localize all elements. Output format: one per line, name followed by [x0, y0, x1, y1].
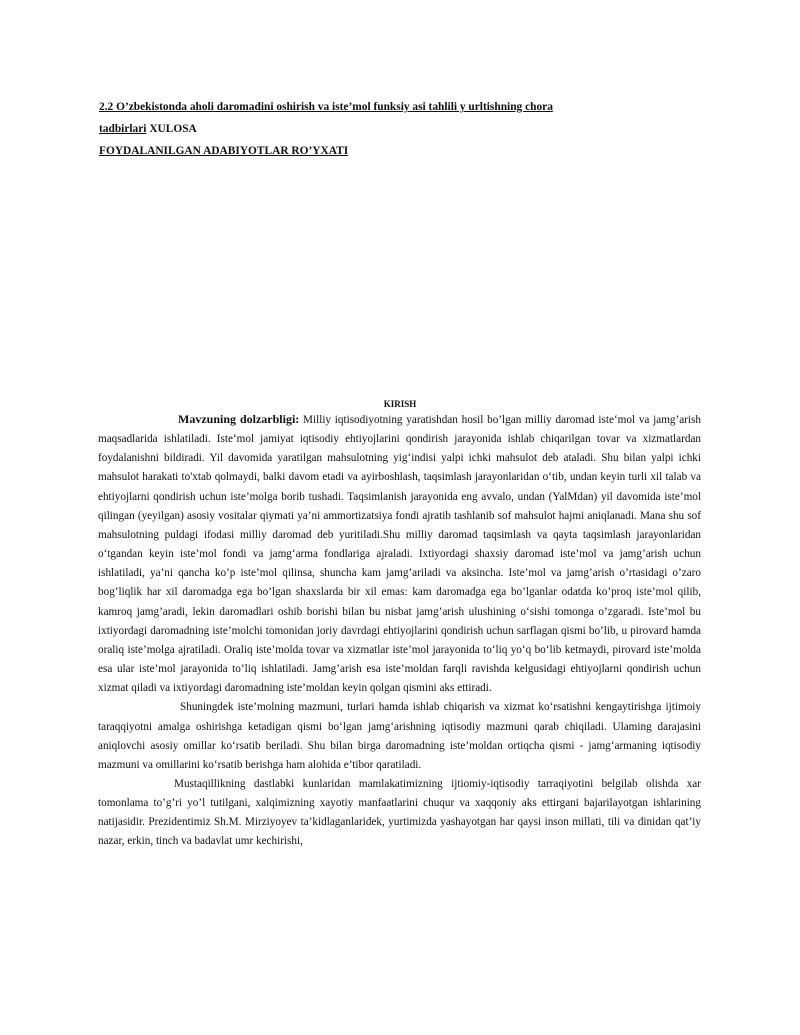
toc-entry-tadbirlari[interactable]: tadbirlari: [99, 123, 147, 135]
paragraph-3: Mustaqillikning dastlabki kunlaridan mamlakatimizning ijtiomiy-iqtisodiy tarraqiyotini belgilab olishda xar tomonlama to’g’ri yo’l tutilgani, xalqimizning xayotiy manfaatlarini chuqur va xaqqoniy aks ettirgani bajarilayotgan ishlarining natijasidir. Prezidentimiz Sh.M. Mirziyoyev ta’kidlaganlaridek, yurtimizda yashayotgan har qaysi inson millati, tili va dinidan qat’iy nazar, erkin, tinch va badavlat umr kechirishi,: [98, 777, 701, 848]
toc-entry-xulosa-text[interactable]: XULOSA: [146, 123, 197, 135]
paragraph-1-lead: Mavzuning dolzarbligi:: [178, 412, 300, 426]
toc-entry-xulosa[interactable]: [99, 118, 659, 140]
document-body: [98, 410, 701, 852]
toc-entry-references[interactable]: [99, 140, 659, 162]
table-of-contents: [99, 96, 659, 162]
paragraph-2: Shuningdek iste’molning mazmuni, turlari hamda ishlab chiqarish va xizmat ko‘rsatishni kengaytirishga ijtimoiy taraqqiyotni amalga oshirishga ketadigan qismi bo‘lgan jamg‘arishning iqtisodiy mazmuni qarab chiqiladi. Ulaming darajasini aniqlovchi asosiy omillar ko‘rsatib beriladi. Shu bilan birga daromadning iste’moldan ortiqcha qismi - jamg‘armaning iqtisodiy mazmuni va omillarini ko‘rsatib berishga ham alohida e’tibor qaratiladi.: [98, 701, 701, 771]
toc-entry-2-2[interactable]: [99, 96, 659, 118]
paragraph-1-text: Milliy iqtisodiyotning yaratishdan hosil bo’lgan milliy daromad iste‘mol va jamg’arish maqsadlarida ishlatiladi. Iste‘mol jamiyat iqtisodiy ehtiyojlarini qondirish jarayonida ishlab chiqarilgan tovar va xizmatlardan foydalanishni bildiradi. Yil davomida yaratilgan mahsulotning yig‘indisi yalpi ichki mahsulot deb ataladi. Shu bilan yalpi ichki mahsulot harakati to'xtab qolmaydi, balki davom etadi va ayirboshlash, taqsimlash jarayonlaridan o‘tib, undan keyin turli xil talab va ehtiyojlarni qondirish uchun iste’molga borib tushadi. Taqsimlanish jarayonida eng avvalo, undan (YalMdan) yil davomida iste’mol qilingan (yeyilgan) asosiy vositalar qiymati ya’ni ammortizatsiya fondi ajratib tashlanib sof mahsulot hajmi aniqlanadi. Mana shu sof mahsulotning puldagi ifodasi milliy daromad deb yuritiladi.Shu milliy daromad taqsimlash va qayta taqsimlash jarayonlaridan o‘tgandan keyin iste’mol fondi va jamg‘arma fondlariga ajraladi. Ixtiyordagi shaxsiy daromad iste’mol va jamg’arish uchun ishlatiladi, ya’ni qancha ko’p iste’mol qilinsa, shuncha kam jamg’ariladi va aksincha. Iste’mol va jamg’arish o’rtasidagi o’zaro bog’liqlik har xil daromadga ega bo’lgan shaxslarda bir xil emas: kam daromadga ega bo’lganlar odatda ko’proq iste’mol qilib, kamroq jamg’aradi, lekin daromadlari oshib borishi bilan bu nisbat jamg’arish ulushining o‘sishi tomonga o’zgaradi. Iste’mol bu ixtiyordagi daromadning iste’molchi tomonidan joriy davrdagi ehtiyojlarini qondirish uchun sarflagan qismi bo’lib, u pirovard hamda oraliq iste’molga ajratiladi. Oraliq iste’molda tovar va xizmatlar iste’mol jarayonida to‘liq yo‘q bo‘lib ketmaydi, pirovard iste’molda esa ular iste’mol jarayonida to’liq ishlatiladi. Jamg’arish esa iste’moldan farqli ravishda kelgusidagi ehtiyojlarni qondirish uchun xizmat qiladi va ixtiyordagi daromadning iste’moldan keyin qolgan qismini aks ettiradi.: [98, 414, 701, 695]
section-heading-kirish: KIRISH: [383, 399, 417, 409]
toc-entry-references-text[interactable]: FOYDALANILGAN ADABIYOTLAR RO’YXATI: [99, 145, 349, 157]
paragraph-1: [98, 410, 701, 698]
toc-entry-2-2-text[interactable]: 2.2 O’zbekistonda aholi daromadini oshirish va iste’mol funksiy asi tahlili y urltishning chora: [99, 101, 553, 113]
